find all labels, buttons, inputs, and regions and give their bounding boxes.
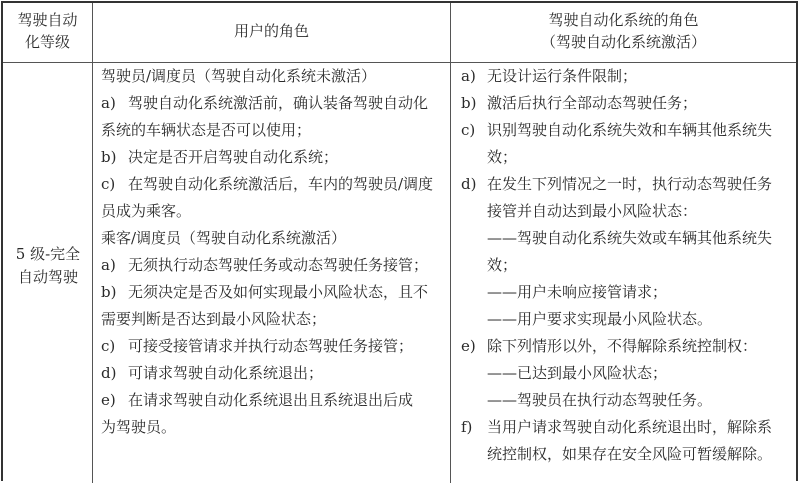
system-role-line: 接管并自动达到最小风险状态：	[487, 202, 698, 220]
user-role-line: 可接受接管请求并执行动态驾驶任务接管；	[128, 337, 414, 355]
user-role-line: 驾驶自动化系统激活前，确认装备驾驶自动化	[128, 94, 429, 112]
user-role-item-label: d)	[101, 364, 117, 382]
header-user-role: 用户的角色	[233, 22, 309, 40]
system-role-item-label: b)	[461, 94, 477, 112]
system-role-line: 统控制权，如果存在安全风险可暂缓解除。	[487, 445, 773, 463]
system-role-item-label: f)	[461, 418, 473, 436]
user-role-item-label: b)	[101, 148, 117, 166]
user-role-line: 决定是否开启驾驶自动化系统；	[128, 148, 339, 166]
column-divider-2	[450, 3, 451, 483]
user-role-line: 为驾驶员。	[101, 418, 177, 436]
header-level-line-1: 驾驶自动	[17, 11, 78, 29]
header-level-line-2: 化等级	[24, 33, 70, 51]
system-role-line: ——已达到最小风险状态；	[487, 364, 668, 382]
user-role-line: 在驾驶自动化系统激活后，车内的驾驶员/调度	[128, 175, 434, 193]
user-role-item-label: c)	[101, 175, 116, 193]
header-divider	[3, 62, 796, 63]
user-role-line: 无须执行动态驾驶任务或动态驾驶任务接管；	[128, 256, 429, 274]
system-role-line: 效；	[487, 148, 518, 166]
system-role-line: ——驾驶自动化系统失效或车辆其他系统失	[487, 229, 773, 247]
user-role-line: 无须决定是否及如何实现最小风险状态，且不	[128, 283, 429, 301]
level-line-1: 5 级-完全	[15, 245, 81, 263]
system-role-item-label: c)	[461, 121, 476, 139]
system-role-line: ——驾驶员在执行动态驾驶任务。	[487, 391, 713, 409]
system-role-item-label: d)	[461, 175, 477, 193]
system-role-line: 无设计运行条件限制；	[487, 67, 638, 85]
system-role-line: 激活后执行全部动态驾驶任务；	[487, 94, 698, 112]
system-role-line: 在发生下列情况之一时，执行动态驾驶任务	[487, 175, 773, 193]
system-role-item-label: a)	[461, 67, 476, 85]
level-line-2: 自动驾驶	[17, 268, 78, 286]
user-role-line: 可请求驾驶自动化系统退出；	[128, 364, 324, 382]
user-role-line: 需要判断是否达到最小风险状态；	[101, 310, 327, 328]
user-role-item-label: e)	[101, 391, 116, 409]
header-system-role-line-1: 驾驶自动化系统的角色	[548, 11, 699, 29]
system-role-item-label: e)	[461, 337, 476, 355]
user-role-item-label: b)	[101, 283, 117, 301]
header-system-role-cell	[451, 9, 796, 53]
user-role-heading: 乘客/调度员（驾驶自动化系统激活）	[101, 229, 347, 247]
user-role-heading: 驾驶员/调度员（驾驶自动化系统未激活）	[101, 67, 377, 85]
user-role-item-label: a)	[101, 256, 116, 274]
header-system-role-line-2: （驾驶自动化系统激活）	[540, 33, 706, 51]
role-table	[1, 1, 798, 481]
level-cell	[3, 243, 93, 289]
header-level-cell	[3, 9, 92, 53]
user-role-line: 员成为乘客。	[101, 202, 192, 220]
user-role-line: 在请求驾驶自动化系统退出且系统退出后成	[128, 391, 414, 409]
system-role-line: ——用户要求实现最小风险状态。	[487, 310, 713, 328]
system-role-line: 识别驾驶自动化系统失效和车辆其他系统失	[487, 121, 773, 139]
system-role-line: ——用户未响应接管请求；	[487, 283, 668, 301]
user-role-item-label: c)	[101, 337, 116, 355]
system-role-line: 效；	[487, 256, 518, 274]
system-role-line: 当用户请求驾驶自动化系统退出时，解除系	[487, 418, 773, 436]
system-role-line: 除下列情形以外，不得解除系统控制权：	[487, 337, 758, 355]
user-role-item-label: a)	[101, 94, 116, 112]
user-role-line: 系统的车辆状态是否可以使用；	[101, 121, 312, 139]
